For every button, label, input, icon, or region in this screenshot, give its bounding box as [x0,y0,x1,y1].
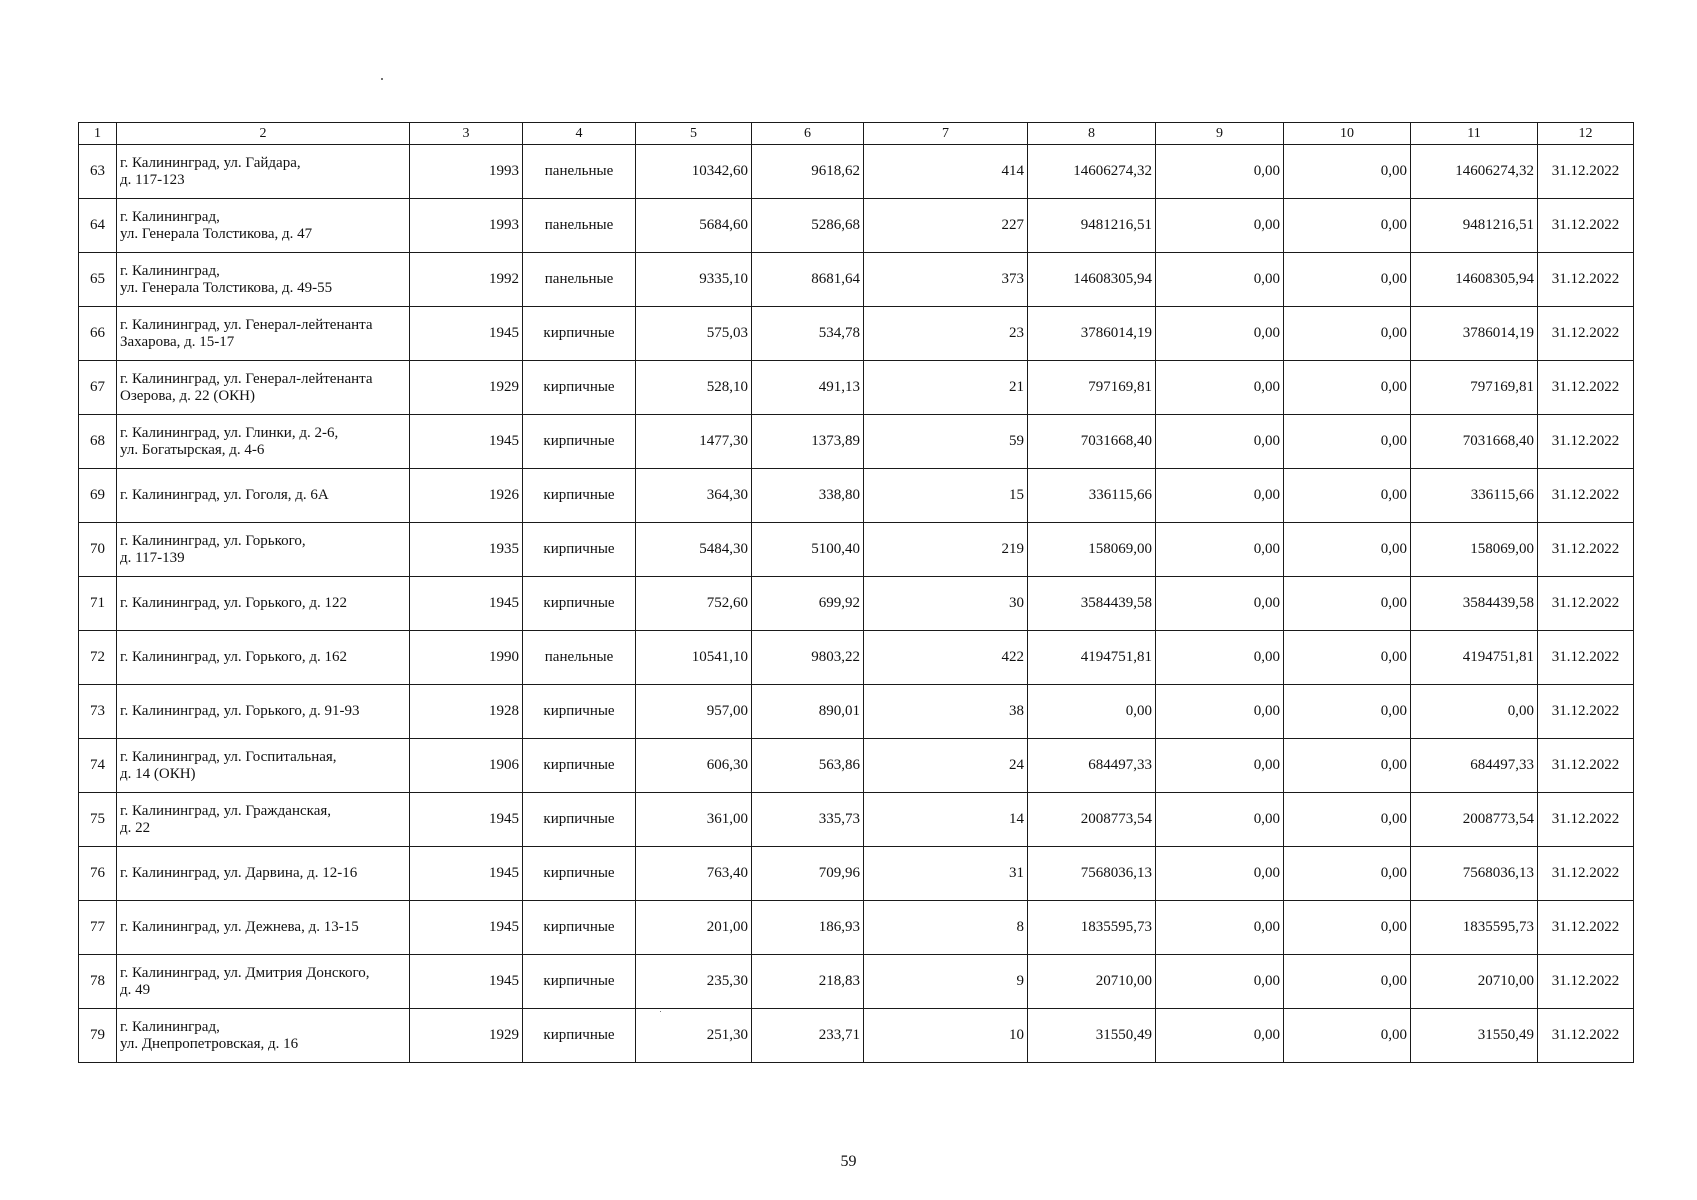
address-line: г. Калининград, [120,208,220,225]
column-header: 8 [1028,123,1156,145]
address-line: д. 22 [120,819,151,836]
year-cell: 1926 [410,469,523,523]
wall-material-cell: кирпичные [523,847,636,901]
table-body [79,123,1634,1063]
row-number-cell: 78 [79,955,117,1009]
row-number-cell: 63 [79,145,117,199]
wall-material-cell: кирпичные [523,415,636,469]
wall-material-cell: кирпичные [523,955,636,1009]
funds-cell: 0,00 [1284,739,1411,793]
deadline-date-cell: 31.12.2022 [1538,1009,1634,1063]
total-cost-cell: 7031668,40 [1028,415,1156,469]
residents-count-cell: 9 [864,955,1028,1009]
residents-count-cell: 8 [864,901,1028,955]
area-living-cell: 9618,62 [752,145,864,199]
column-header: 10 [1284,123,1411,145]
row-number-cell: 71 [79,577,117,631]
wall-material-cell: кирпичные [523,577,636,631]
area-total-cell: 9335,10 [636,253,752,307]
address-cell [117,307,410,361]
address-line: г. Калининград, ул. Госпитальная, [120,748,337,765]
deadline-date-cell: 31.12.2022 [1538,793,1634,847]
area-total-cell: 201,00 [636,901,752,955]
residents-count-cell: 23 [864,307,1028,361]
table-row [79,685,1634,739]
area-total-cell: 763,40 [636,847,752,901]
table-row [79,361,1634,415]
address-line: д. 117-139 [120,549,185,566]
owners-funds-cell: 7568036,13 [1411,847,1538,901]
wall-material-cell: кирпичные [523,361,636,415]
table-row [79,199,1634,253]
owners-funds-cell: 3786014,19 [1411,307,1538,361]
column-header: 2 [117,123,410,145]
deadline-date-cell: 31.12.2022 [1538,523,1634,577]
deadline-date-cell: 31.12.2022 [1538,361,1634,415]
year-cell: 1929 [410,361,523,415]
owners-funds-cell: 9481216,51 [1411,199,1538,253]
row-number-cell: 69 [79,469,117,523]
area-living-cell: 709,96 [752,847,864,901]
area-living-cell: 9803,22 [752,631,864,685]
area-total-cell: 1477,30 [636,415,752,469]
residents-count-cell: 14 [864,793,1028,847]
year-cell: 1945 [410,793,523,847]
funds-cell: 0,00 [1156,145,1284,199]
row-number-cell: 77 [79,901,117,955]
address-line: г. Калининград, ул. Генерал-лейтенанта [120,316,373,333]
funds-cell: 0,00 [1284,199,1411,253]
wall-material-cell: кирпичные [523,469,636,523]
residents-count-cell: 414 [864,145,1028,199]
area-living-cell: 233,71 [752,1009,864,1063]
address-line: г. Калининград, ул. Глинки, д. 2-6, [120,424,339,441]
year-cell: 1945 [410,847,523,901]
address-line: г. Калининград, ул. Дарвина, д. 12-16 [120,865,358,881]
address-line: Захарова, д. 15-17 [120,333,235,350]
area-total-cell: 528,10 [636,361,752,415]
funds-cell: 0,00 [1156,793,1284,847]
area-total-cell: 752,60 [636,577,752,631]
table-row [79,955,1634,1009]
funds-cell: 0,00 [1284,415,1411,469]
column-header: 5 [636,123,752,145]
area-living-cell: 5286,68 [752,199,864,253]
area-living-cell: 491,13 [752,361,864,415]
deadline-date-cell: 31.12.2022 [1538,145,1634,199]
deadline-date-cell: 31.12.2022 [1538,901,1634,955]
row-number-cell: 72 [79,631,117,685]
total-cost-cell: 3786014,19 [1028,307,1156,361]
row-number-cell: 70 [79,523,117,577]
column-header: 6 [752,123,864,145]
funds-cell: 0,00 [1284,955,1411,1009]
address-line: Озерова, д. 22 (ОКН) [120,387,255,404]
owners-funds-cell: 684497,33 [1411,739,1538,793]
deadline-date-cell: 31.12.2022 [1538,685,1634,739]
table-row [79,523,1634,577]
column-header: 3 [410,123,523,145]
total-cost-cell: 0,00 [1028,685,1156,739]
year-cell: 1993 [410,199,523,253]
address-line: г. Калининград, ул. Дмитрия Донского, [120,964,370,981]
area-living-cell: 1373,89 [752,415,864,469]
page-number: 59 [840,1153,857,1170]
owners-funds-cell: 4194751,81 [1411,631,1538,685]
column-header: 11 [1411,123,1538,145]
deadline-date-cell: 31.12.2022 [1538,253,1634,307]
wall-material-cell: панельные [523,631,636,685]
area-total-cell: 5684,60 [636,199,752,253]
address-cell [117,685,410,739]
area-total-cell: 957,00 [636,685,752,739]
funds-cell: 0,00 [1284,685,1411,739]
table-row [79,739,1634,793]
row-number-cell: 74 [79,739,117,793]
total-cost-cell: 158069,00 [1028,523,1156,577]
owners-funds-cell: 336115,66 [1411,469,1538,523]
owners-funds-cell: 0,00 [1411,685,1538,739]
column-header: 12 [1538,123,1634,145]
area-total-cell: 361,00 [636,793,752,847]
row-number-cell: 76 [79,847,117,901]
row-number-cell: 66 [79,307,117,361]
total-cost-cell: 20710,00 [1028,955,1156,1009]
funds-cell: 0,00 [1156,307,1284,361]
wall-material-cell: панельные [523,145,636,199]
row-number-cell: 79 [79,1009,117,1063]
address-cell [117,469,410,523]
year-cell: 1990 [410,631,523,685]
table-row [79,415,1634,469]
year-cell: 1929 [410,1009,523,1063]
wall-material-cell: кирпичные [523,685,636,739]
address-line: г. Калининград, [120,1018,220,1035]
row-number-cell: 64 [79,199,117,253]
wall-material-cell: панельные [523,199,636,253]
area-total-cell: 10541,10 [636,631,752,685]
area-total-cell: 5484,30 [636,523,752,577]
wall-material-cell: кирпичные [523,307,636,361]
table-row [79,253,1634,307]
year-cell: 1928 [410,685,523,739]
residents-count-cell: 422 [864,631,1028,685]
year-cell: 1935 [410,523,523,577]
area-total-cell: 10342,60 [636,145,752,199]
address-line: г. Калининград, ул. Горького, д. 91-93 [120,703,360,719]
area-living-cell: 890,01 [752,685,864,739]
year-cell: 1945 [410,577,523,631]
funds-cell: 0,00 [1156,739,1284,793]
year-cell: 1945 [410,901,523,955]
funds-cell: 0,00 [1284,901,1411,955]
deadline-date-cell: 31.12.2022 [1538,307,1634,361]
year-cell: 1945 [410,955,523,1009]
funds-cell: 0,00 [1156,901,1284,955]
address-line: г. Калининград, ул. Генерал-лейтенанта [120,370,373,387]
table-row [79,1009,1634,1063]
address-line: г. Калининград, ул. Горького, д. 162 [120,649,348,665]
residents-count-cell: 30 [864,577,1028,631]
funds-cell: 0,00 [1284,469,1411,523]
area-total-cell: 364,30 [636,469,752,523]
column-header: 1 [79,123,117,145]
address-line: д. 117-123 [120,171,185,188]
funds-cell: 0,00 [1284,1009,1411,1063]
funds-cell: 0,00 [1156,415,1284,469]
address-cell [117,577,410,631]
owners-funds-cell: 797169,81 [1411,361,1538,415]
area-total-cell: 575,03 [636,307,752,361]
owners-funds-cell: 158069,00 [1411,523,1538,577]
address-cell [117,1009,410,1063]
total-cost-cell: 7568036,13 [1028,847,1156,901]
column-header: 7 [864,123,1028,145]
address-cell [117,415,410,469]
funds-cell: 0,00 [1284,145,1411,199]
address-line: г. Калининград, ул. Дежнева, д. 13-15 [120,919,359,935]
row-number-cell: 68 [79,415,117,469]
residents-count-cell: 31 [864,847,1028,901]
residents-count-cell: 15 [864,469,1028,523]
area-total-cell: 251,30 [636,1009,752,1063]
table-row [79,901,1634,955]
owners-funds-cell: 7031668,40 [1411,415,1538,469]
owners-funds-cell: 1835595,73 [1411,901,1538,955]
area-living-cell: 218,83 [752,955,864,1009]
address-cell [117,145,410,199]
total-cost-cell: 4194751,81 [1028,631,1156,685]
owners-funds-cell: 31550,49 [1411,1009,1538,1063]
funds-cell: 0,00 [1284,793,1411,847]
scan-speck [381,78,383,80]
deadline-date-cell: 31.12.2022 [1538,577,1634,631]
funds-cell: 0,00 [1284,307,1411,361]
column-header: 9 [1156,123,1284,145]
area-living-cell: 338,80 [752,469,864,523]
funds-cell: 0,00 [1284,523,1411,577]
total-cost-cell: 2008773,54 [1028,793,1156,847]
address-line: г. Калининград, ул. Гайдара, [120,154,301,171]
funds-cell: 0,00 [1284,577,1411,631]
funds-cell: 0,00 [1156,253,1284,307]
wall-material-cell: кирпичные [523,1009,636,1063]
address-cell [117,955,410,1009]
residents-count-cell: 59 [864,415,1028,469]
owners-funds-cell: 14608305,94 [1411,253,1538,307]
address-cell [117,631,410,685]
area-total-cell: 606,30 [636,739,752,793]
wall-material-cell: кирпичные [523,523,636,577]
wall-material-cell: панельные [523,253,636,307]
total-cost-cell: 14608305,94 [1028,253,1156,307]
total-cost-cell: 797169,81 [1028,361,1156,415]
deadline-date-cell: 31.12.2022 [1538,469,1634,523]
residents-count-cell: 24 [864,739,1028,793]
area-living-cell: 335,73 [752,793,864,847]
address-line: г. Калининград, ул. Горького, [120,532,306,549]
total-cost-cell: 1835595,73 [1028,901,1156,955]
funds-cell: 0,00 [1156,577,1284,631]
owners-funds-cell: 2008773,54 [1411,793,1538,847]
area-living-cell: 8681,64 [752,253,864,307]
address-cell [117,253,410,307]
area-living-cell: 563,86 [752,739,864,793]
address-cell [117,793,410,847]
funds-cell: 0,00 [1156,199,1284,253]
wall-material-cell: кирпичные [523,793,636,847]
table-row [79,631,1634,685]
funds-cell: 0,00 [1156,955,1284,1009]
address-line: ул. Богатырская, д. 4-6 [120,441,265,458]
residents-count-cell: 227 [864,199,1028,253]
deadline-date-cell: 31.12.2022 [1538,955,1634,1009]
wall-material-cell: кирпичные [523,901,636,955]
address-cell [117,739,410,793]
total-cost-cell: 336115,66 [1028,469,1156,523]
funds-cell: 0,00 [1284,253,1411,307]
year-cell: 1992 [410,253,523,307]
residents-count-cell: 21 [864,361,1028,415]
table-row [79,145,1634,199]
address-cell [117,523,410,577]
total-cost-cell: 31550,49 [1028,1009,1156,1063]
residents-count-cell: 373 [864,253,1028,307]
address-line: г. Калининград, ул. Горького, д. 122 [120,595,348,611]
owners-funds-cell: 20710,00 [1411,955,1538,1009]
table-row [79,577,1634,631]
row-number-cell: 73 [79,685,117,739]
funds-cell: 0,00 [1156,685,1284,739]
address-line: д. 14 (ОКН) [120,765,196,782]
column-number-header [79,123,1634,145]
address-cell [117,361,410,415]
funds-cell: 0,00 [1156,1009,1284,1063]
funds-cell: 0,00 [1156,523,1284,577]
table-row [79,307,1634,361]
area-living-cell: 186,93 [752,901,864,955]
total-cost-cell: 14606274,32 [1028,145,1156,199]
funds-cell: 0,00 [1156,847,1284,901]
housing-registry-table [78,122,1634,1063]
table-row [79,469,1634,523]
owners-funds-cell: 3584439,58 [1411,577,1538,631]
funds-cell: 0,00 [1156,361,1284,415]
deadline-date-cell: 31.12.2022 [1538,847,1634,901]
table-row [79,793,1634,847]
total-cost-cell: 9481216,51 [1028,199,1156,253]
funds-cell: 0,00 [1284,631,1411,685]
address-cell [117,901,410,955]
deadline-date-cell: 31.12.2022 [1538,739,1634,793]
year-cell: 1945 [410,307,523,361]
row-number-cell: 75 [79,793,117,847]
total-cost-cell: 3584439,58 [1028,577,1156,631]
year-cell: 1945 [410,415,523,469]
funds-cell: 0,00 [1156,631,1284,685]
address-line: г. Калининград, ул. Гоголя, д. 6А [120,487,329,503]
owners-funds-cell: 14606274,32 [1411,145,1538,199]
row-number-cell: 65 [79,253,117,307]
row-number-cell: 67 [79,361,117,415]
column-header: 4 [523,123,636,145]
deadline-date-cell: 31.12.2022 [1538,631,1634,685]
area-total-cell: 235,30 [636,955,752,1009]
address-line: ул. Генерала Толстикова, д. 49-55 [120,279,333,296]
year-cell: 1906 [410,739,523,793]
address-line: г. Калининград, [120,262,220,279]
table-row [79,847,1634,901]
address-cell [117,199,410,253]
address-cell [117,847,410,901]
funds-cell: 0,00 [1156,469,1284,523]
wall-material-cell: кирпичные [523,739,636,793]
residents-count-cell: 10 [864,1009,1028,1063]
address-line: ул. Днепропетровская, д. 16 [120,1035,299,1052]
funds-cell: 0,00 [1284,847,1411,901]
funds-cell: 0,00 [1284,361,1411,415]
residents-count-cell: 38 [864,685,1028,739]
total-cost-cell: 684497,33 [1028,739,1156,793]
area-living-cell: 5100,40 [752,523,864,577]
address-line: д. 49 [120,981,151,998]
year-cell: 1993 [410,145,523,199]
address-line: г. Калининград, ул. Гражданская, [120,802,332,819]
area-living-cell: 534,78 [752,307,864,361]
deadline-date-cell: 31.12.2022 [1538,415,1634,469]
address-line: ул. Генерала Толстикова, д. 47 [120,225,313,242]
deadline-date-cell: 31.12.2022 [1538,199,1634,253]
area-living-cell: 699,92 [752,577,864,631]
residents-count-cell: 219 [864,523,1028,577]
